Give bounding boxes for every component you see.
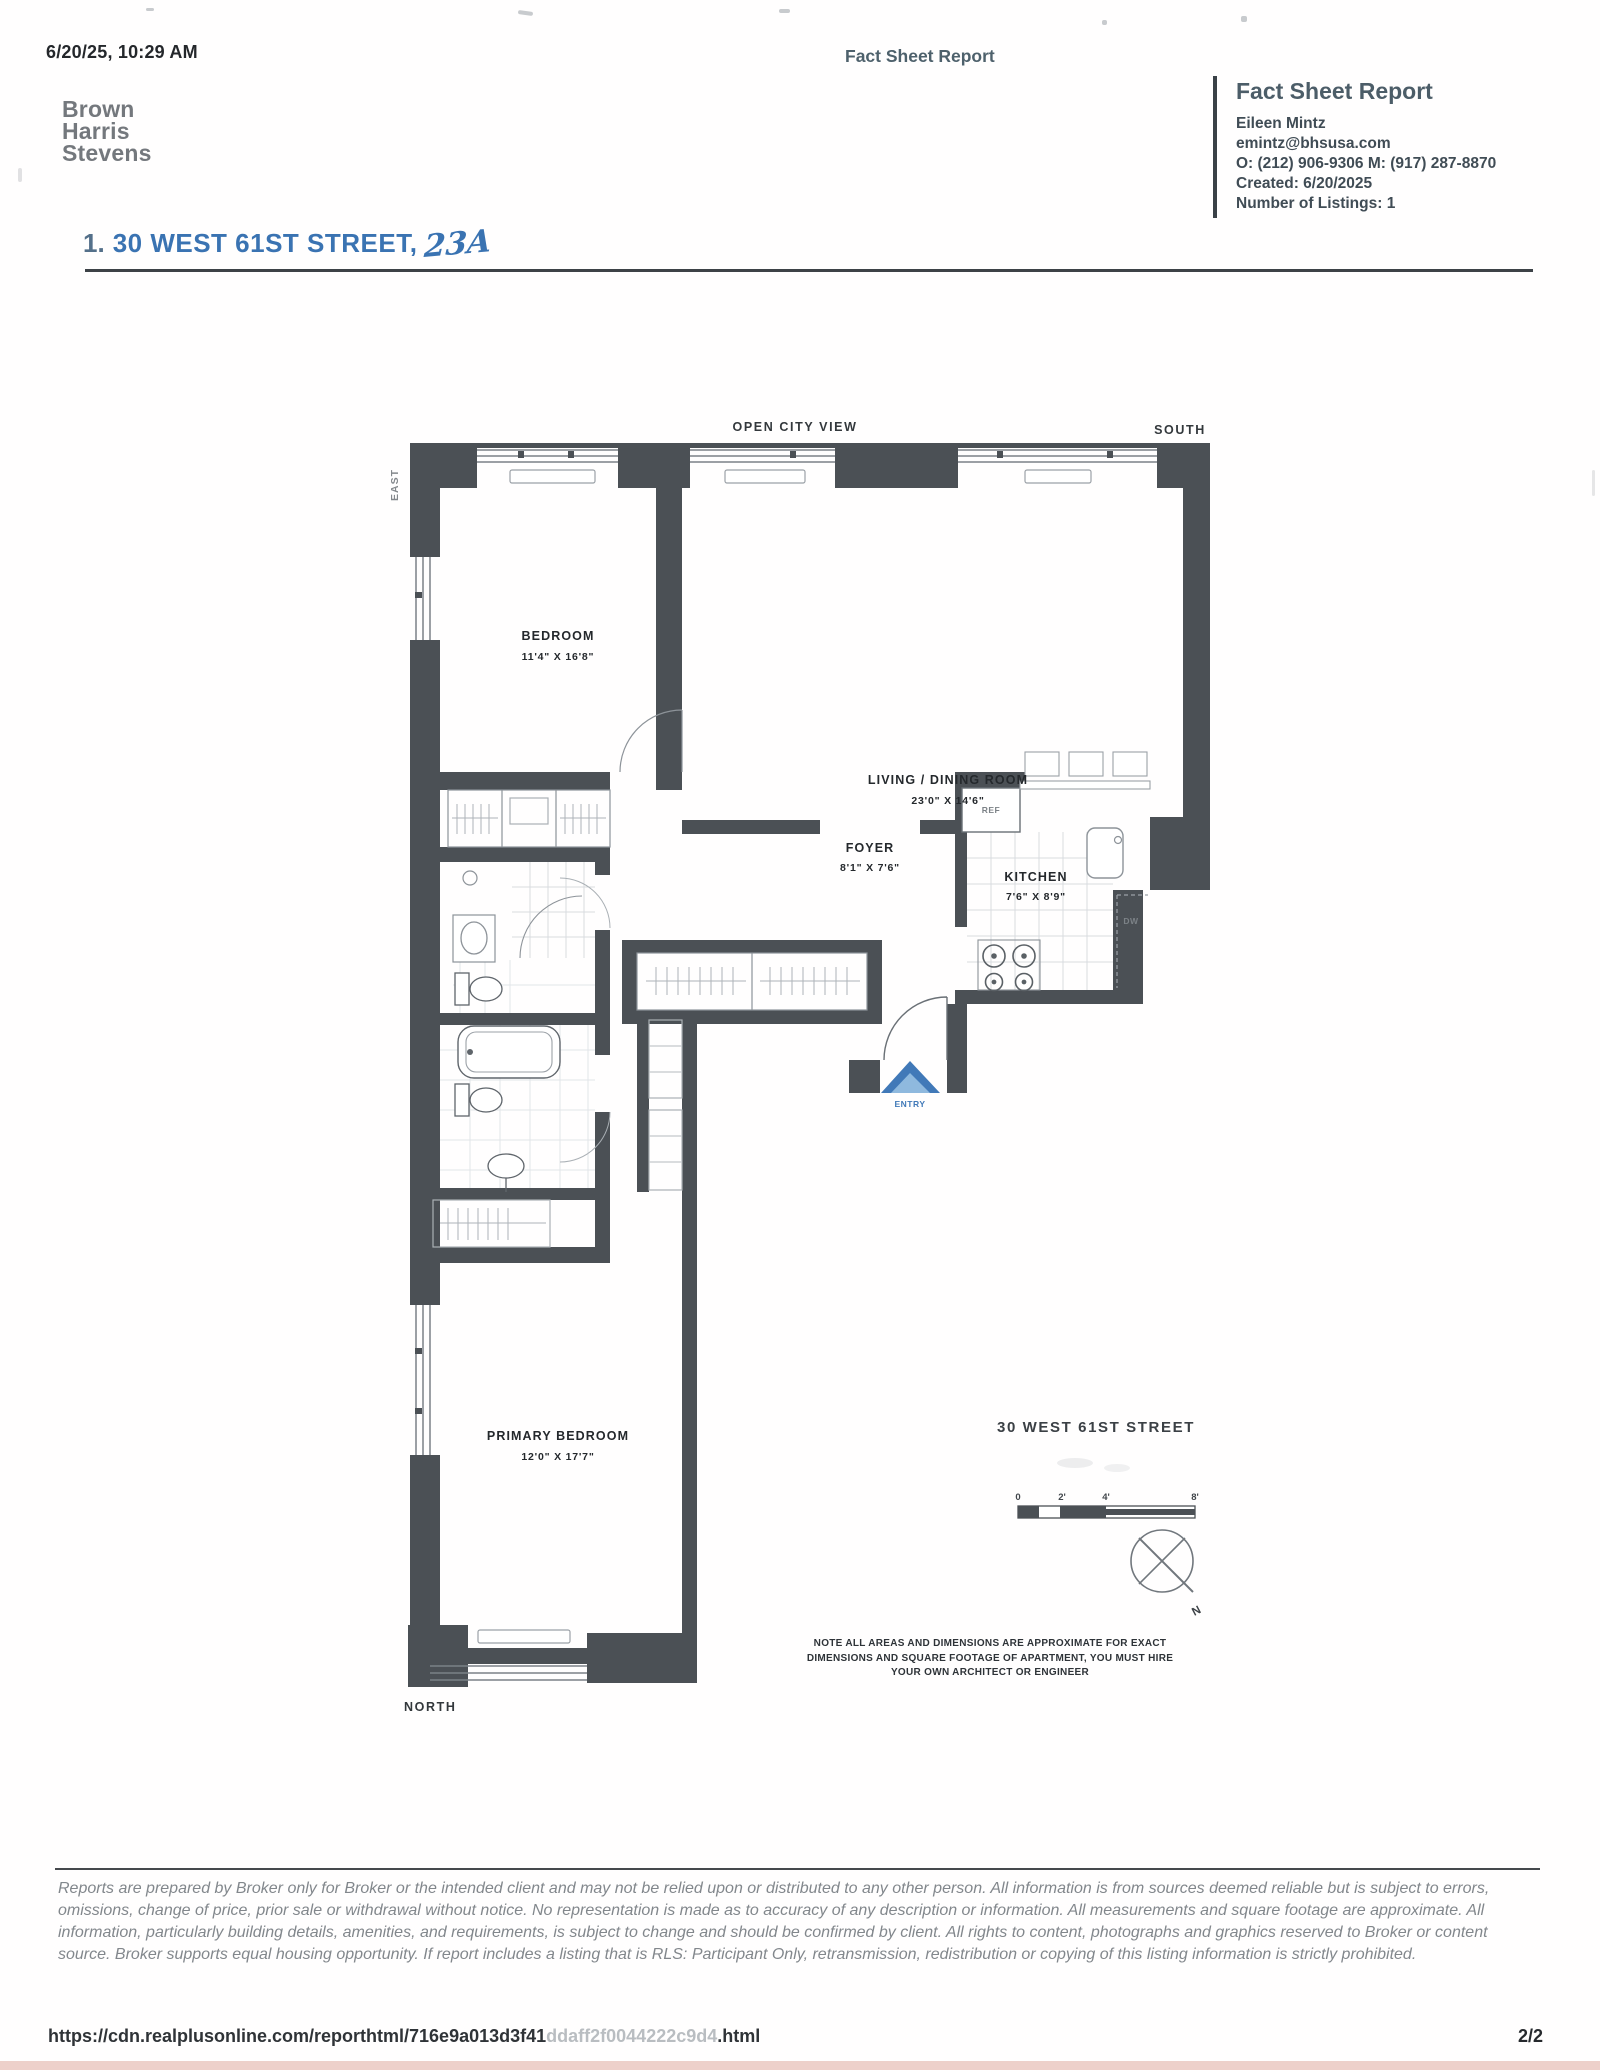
bar-stool	[1113, 752, 1147, 776]
listing-index: 1.	[83, 228, 105, 258]
note-line-3: YOUR OWN ARCHITECT OR ENGINEER	[890, 1667, 1090, 1678]
bar-stool	[1069, 752, 1103, 776]
listing-title	[83, 222, 493, 266]
scan-speck	[1102, 20, 1107, 25]
logo-line: Stevens	[62, 140, 152, 166]
logo-line: Brown	[62, 96, 135, 122]
scan-speck	[518, 10, 533, 16]
bedroom-label: BEDROOM	[521, 629, 595, 643]
title-divider	[85, 269, 1533, 272]
scale-tick-0: 0	[1015, 1492, 1021, 1503]
kitchen-label: KITCHEN	[1004, 870, 1068, 884]
agent-name: Eileen Mintz	[1236, 115, 1326, 132]
listing-address: 30 WEST 61ST STREET,	[112, 228, 418, 258]
scan-speck	[1241, 16, 1247, 22]
listings-count: Number of Listings: 1	[1236, 195, 1396, 212]
kitchen-sink	[1087, 828, 1123, 878]
scan-speck	[18, 168, 22, 182]
orientation-south: SOUTH	[1154, 423, 1206, 437]
window-mullions	[415, 451, 1113, 1414]
note-line-1: NOTE ALL AREAS AND DIMENSIONS ARE APPROXIMATE FOR EXACT	[813, 1638, 1167, 1649]
orientation-east: EAST	[389, 468, 401, 502]
entry-door-arc	[884, 997, 947, 1060]
primary-bedroom-label: PRIMARY BEDROOM	[486, 1429, 630, 1443]
toilet-bowl	[470, 977, 502, 1001]
footer-url-part1: https://cdn.realplusonline.com/reporthtml/716e9a013d3f41	[48, 2026, 547, 2046]
toilet-tank	[455, 1084, 469, 1116]
ceiling-light	[463, 871, 477, 885]
page-indicator: 2/2	[1517, 2026, 1543, 2046]
living-label: LIVING / DINING ROOM	[867, 773, 1029, 787]
kitchen-counter	[1020, 781, 1150, 789]
footer-url	[48, 2026, 760, 2047]
plan-address-title: 30 WEST 61ST STREET	[997, 1419, 1195, 1436]
dw-label: DW	[1123, 916, 1139, 926]
report-info-box	[1213, 76, 1566, 218]
compass-north-label: N	[1190, 1604, 1204, 1619]
scan-speck	[146, 8, 154, 11]
foyer-dims: 8'1" X 7'6"	[840, 862, 900, 874]
living-dims: 23'0" X 14'6"	[911, 795, 985, 807]
scan-smudge	[1104, 1464, 1130, 1472]
datetime: 6/20/25, 10:29 AM	[46, 42, 198, 62]
created-date: Created: 6/20/2025	[1236, 175, 1373, 192]
orientation-north: NORTH	[404, 1700, 457, 1714]
scan-smudge	[1057, 1458, 1093, 1468]
page-title: Fact Sheet Report	[845, 46, 995, 66]
shower-door-arc	[520, 896, 582, 958]
floor-plan	[360, 400, 1240, 1720]
agent-phones: O: (212) 906-9306 M: (917) 287-8870	[1236, 155, 1497, 172]
scale-bar	[1015, 1492, 1198, 1518]
scale-tick-2: 2'	[1058, 1492, 1066, 1503]
logo-line: Harris	[62, 118, 130, 144]
report-box-title: Fact Sheet Report	[1236, 78, 1433, 104]
agent-email: emintz@bhsusa.com	[1236, 135, 1391, 152]
scan-speck	[1592, 470, 1595, 496]
toilet-tank	[455, 973, 469, 1005]
scale-tick-4: 4'	[1102, 1492, 1110, 1503]
bath-door-arc	[560, 878, 610, 928]
bedroom-dims: 11'4" X 16'8"	[521, 651, 595, 663]
shower-tile-grid	[512, 862, 595, 958]
bar-stool	[1025, 752, 1059, 776]
scan-speck	[779, 9, 790, 13]
pedestal-sink	[488, 1154, 524, 1178]
primary-bedroom-dims: 12'0" X 17'7"	[521, 1451, 595, 1463]
toilet-bowl	[470, 1088, 502, 1112]
foyer-label: FOYER	[845, 841, 895, 855]
orientation-top: OPEN CITY VIEW	[732, 420, 858, 434]
entry-arrow-icon	[881, 1061, 940, 1109]
vanity-sink	[461, 922, 487, 954]
scale-tick-8: 8'	[1191, 1492, 1199, 1503]
note-line-2: DIMENSIONS AND SQUARE FOOTAGE OF APARTMENT, YOU MUST HIRE	[806, 1653, 1174, 1664]
ref-label: REF	[981, 805, 1001, 815]
disclaimer-text: Reports are prepared by Broker only for Broker or the intended client and may not be relied upon or distributed to any other person. All information is from sources deemed reliable but is subject to errors, omissions, change of price, prior sale or withdrawal without notice. No representation is made as to accuracy of any description or information. All measurements and square footage are approximate. All information, particularly building details, amenities, and requirements, is subject to change and should be confirmed by client. All rights to content, photographs and graphics reserved to Broker or content source. Broker supports equal housing opportunity. If report includes a listing that is RLS: Participant Only, retransmission, redistribution or copying of this listing information is strictly prohibited.	[58, 1880, 1490, 1963]
disclaimer-divider	[55, 1868, 1540, 1870]
tub-faucet	[467, 1049, 473, 1055]
compass-icon	[1131, 1530, 1203, 1619]
brand-logo	[62, 98, 152, 164]
footer-url-part3: .html	[717, 2026, 761, 2046]
listing-unit-handwritten: 23A	[423, 222, 493, 266]
entry-label: ENTRY	[894, 1099, 926, 1109]
radiators	[478, 470, 1091, 1643]
kitchen-dims: 7'6" X 8'9"	[1006, 891, 1066, 903]
scan-edge-artifact	[0, 2061, 1600, 2070]
bathroom-fixtures	[453, 871, 582, 1192]
bathtub	[458, 1026, 560, 1078]
footer-url-part2: ddaff2f0044222c9d4	[546, 2026, 718, 2046]
